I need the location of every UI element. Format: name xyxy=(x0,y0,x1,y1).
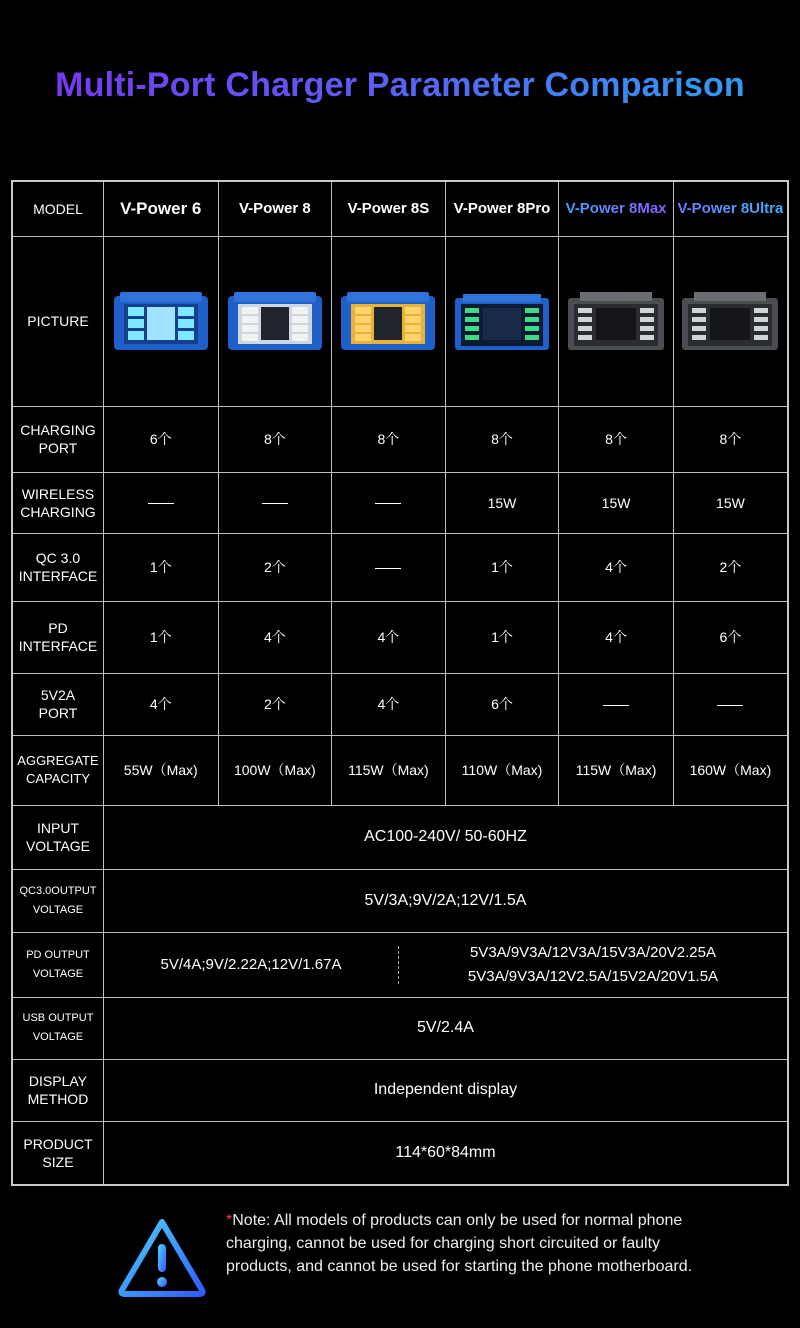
row-usb-out xyxy=(12,997,788,1059)
device-image xyxy=(218,236,332,406)
cell-usb-out: 5V/2.4A xyxy=(103,997,788,1059)
pd-out-right-line: 5V3A/9V3A/12V2.5A/15V2A/20V1.5A xyxy=(467,967,719,985)
cell: 6个 xyxy=(103,406,218,472)
dash-icon xyxy=(603,705,629,706)
row-display xyxy=(12,1059,788,1121)
model-name: V-Power 8Pro xyxy=(445,181,559,236)
cell-qc-out: 5V/3A;9V/2A;12V/1.5A xyxy=(103,869,788,932)
cell: 1个 xyxy=(103,533,218,601)
device-image xyxy=(673,236,788,406)
row-model xyxy=(12,181,788,236)
cell-input: AC100-240V/ 50-60HZ xyxy=(103,805,788,869)
cell: 4个 xyxy=(559,601,674,673)
label-qc: QC 3.0 INTERFACE xyxy=(12,533,103,601)
cell-dash xyxy=(332,533,446,601)
dash-icon xyxy=(148,503,174,504)
label-5v2a: 5V2A PORT xyxy=(12,673,103,735)
page-title: Multi-Port Charger Parameter Comparison xyxy=(0,66,800,105)
cell: 15W xyxy=(445,472,559,533)
cell: 160W（Max) xyxy=(673,735,788,805)
cell-dash xyxy=(218,472,332,533)
cell: 8个 xyxy=(332,406,446,472)
label-pd: PD INTERFACE xyxy=(12,601,103,673)
row-aggregate xyxy=(12,735,788,805)
cell: 8个 xyxy=(559,406,674,472)
cell-size: 114*60*84mm xyxy=(103,1121,788,1185)
label-input: INPUT VOLTAGE xyxy=(12,805,103,869)
cell: 4个 xyxy=(332,601,446,673)
cell: 1个 xyxy=(445,601,559,673)
row-picture xyxy=(12,236,788,406)
charger-image xyxy=(566,290,666,352)
cell: 2个 xyxy=(218,533,332,601)
cell: 55W（Max) xyxy=(103,735,218,805)
cell: 4个 xyxy=(559,533,674,601)
cell-dash xyxy=(103,472,218,533)
cell: 6个 xyxy=(673,601,788,673)
charger-image xyxy=(112,290,210,352)
cell-dash xyxy=(332,472,446,533)
dash-icon xyxy=(262,503,288,504)
note-star: * xyxy=(226,1212,233,1229)
pd-out-left: 5V/4A;9V/2.22A;12V/1.67A xyxy=(160,955,342,973)
label-model: MODEL xyxy=(12,181,103,236)
cell: 1个 xyxy=(445,533,559,601)
label-wireless: WIRELESS CHARGING xyxy=(12,472,103,533)
charger-image xyxy=(453,290,551,352)
cell-pd-out xyxy=(103,932,788,997)
model-name: V-Power 8 xyxy=(218,181,332,236)
label-qc-out: QC3.0OUTPUT VOLTAGE xyxy=(12,869,103,932)
cell: 8个 xyxy=(673,406,788,472)
dash-icon xyxy=(717,705,743,706)
model-name xyxy=(559,181,674,236)
cell: 115W（Max) xyxy=(559,735,674,805)
cell: 1个 xyxy=(103,601,218,673)
cell: 15W xyxy=(673,472,788,533)
cell-dash xyxy=(559,673,674,735)
device-image xyxy=(559,236,674,406)
row-pd xyxy=(12,601,788,673)
cell: 100W（Max) xyxy=(218,735,332,805)
note-text xyxy=(226,1209,706,1278)
label-aggregate: AGGREGATE CAPACITY xyxy=(12,735,103,805)
cell: 15W xyxy=(559,472,674,533)
device-image xyxy=(103,236,218,406)
row-qc-out xyxy=(12,869,788,932)
model-name xyxy=(673,181,788,236)
row-wireless xyxy=(12,472,788,533)
label-picture: PICTURE xyxy=(12,236,103,406)
charger-image xyxy=(226,290,324,352)
row-charging-port xyxy=(12,406,788,472)
model-name: V-Power 8S xyxy=(332,181,446,236)
cell: 4个 xyxy=(218,601,332,673)
label-display: DISPLAY METHOD xyxy=(12,1059,103,1121)
note-body: Note: All models of products can only be used for normal phone charging, cannot be used for charging short circuited or faulty products, and cannot be used for starting the phone motherboard. xyxy=(226,1212,693,1275)
device-image xyxy=(332,236,446,406)
dash-icon xyxy=(375,568,401,569)
cell: 2个 xyxy=(218,673,332,735)
cell: 8个 xyxy=(218,406,332,472)
model-name-text: V-Power 8Ultra xyxy=(677,199,784,217)
cell: 4个 xyxy=(332,673,446,735)
row-size xyxy=(12,1121,788,1185)
model-name-text: V-Power 8Max xyxy=(565,199,667,217)
row-pd-out xyxy=(12,932,788,997)
cell: 4个 xyxy=(103,673,218,735)
charger-image xyxy=(680,290,780,352)
pd-out-right-line: 5V3A/9V3A/12V3A/15V3A/20V2.25A xyxy=(469,943,716,961)
row-input xyxy=(12,805,788,869)
cell-dash xyxy=(673,673,788,735)
label-charging-port: CHARGING PORT xyxy=(12,406,103,472)
cell: 2个 xyxy=(673,533,788,601)
model-name: V-Power 6 xyxy=(103,181,218,236)
cell: 8个 xyxy=(445,406,559,472)
label-usb-out: USB OUTPUT VOLTAGE xyxy=(12,997,103,1059)
label-size: PRODUCT SIZE xyxy=(12,1121,103,1185)
comparison-table xyxy=(11,180,789,1186)
warning-triangle-icon xyxy=(117,1216,207,1298)
cell-display: Independent display xyxy=(103,1059,788,1121)
cell: 110W（Max) xyxy=(445,735,559,805)
label-pd-out: PD OUTPUT VOLTAGE xyxy=(12,932,103,997)
dash-icon xyxy=(375,503,401,504)
row-qc xyxy=(12,533,788,601)
pd-out-right xyxy=(399,941,787,989)
device-image xyxy=(445,236,559,406)
row-5v2a xyxy=(12,673,788,735)
cell: 115W（Max) xyxy=(332,735,446,805)
cell: 6个 xyxy=(445,673,559,735)
charger-image xyxy=(339,290,437,352)
